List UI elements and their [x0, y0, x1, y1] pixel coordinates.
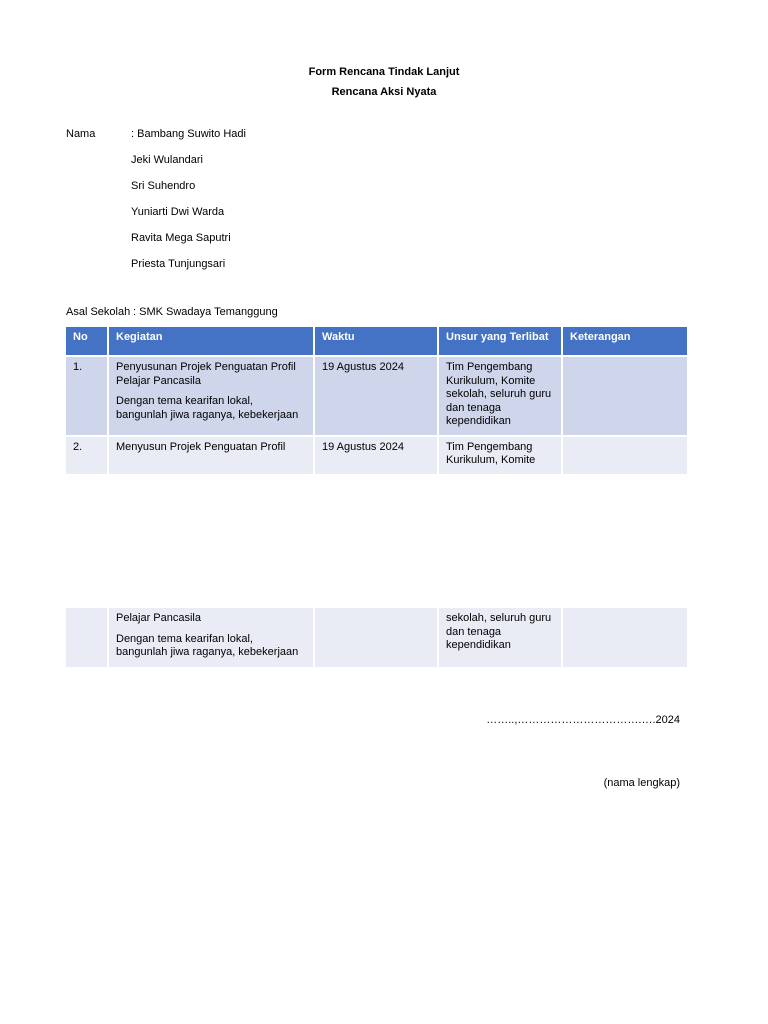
- cell-keterangan: [563, 357, 687, 437]
- col-header-no: No: [66, 327, 109, 357]
- col-header-waktu: Waktu: [315, 327, 439, 357]
- cell-waktu: [315, 608, 439, 669]
- cell-waktu: 19 Agustus 2024: [315, 357, 439, 437]
- cell-no: [66, 608, 109, 669]
- name-item: Sri Suhendro: [131, 180, 196, 192]
- col-header-kegiatan: Kegiatan: [109, 327, 315, 357]
- table-row: [66, 608, 687, 669]
- cell-kegiatan: [109, 608, 315, 669]
- cell-no: 1.: [66, 357, 109, 437]
- school-value: : SMK Swadaya Temanggung: [133, 306, 278, 318]
- name-item: Ravita Mega Saputri: [131, 232, 231, 244]
- name-item: Yuniarti Dwi Warda: [131, 206, 225, 218]
- kegiatan-line: Penyusunan Projek Penguatan Profil Pelajar Pancasila: [116, 361, 296, 387]
- cell-unsur: sekolah, seluruh guru dan tenaga kependidikan: [439, 608, 563, 669]
- school-label: Asal Sekolah: [66, 306, 131, 318]
- cell-keterangan: [563, 437, 687, 476]
- cell-no: 2.: [66, 437, 109, 476]
- action-plan-table: [66, 327, 687, 476]
- name-label: Nama: [66, 128, 96, 140]
- action-plan-table-continued: [66, 608, 687, 669]
- cell-unsur: Tim Pengembang Kurikulum, Komite sekolah, seluruh guru dan tenaga kependidikan: [439, 357, 563, 437]
- name-item: Jeki Wulandari: [131, 154, 203, 166]
- kegiatan-line: Dengan tema kearifan lokal, bangunlah jiwa raganya, kebekerjaan: [116, 632, 299, 658]
- form-subtitle: Rencana Aksi Nyata: [331, 86, 437, 98]
- cell-unsur: Tim Pengembang Kurikulum, Komite: [439, 437, 563, 476]
- kegiatan-line: Pelajar Pancasila: [116, 612, 201, 624]
- kegiatan-line: Dengan tema kearifan lokal, bangunlah jiwa raganya, kebekerjaan: [116, 395, 299, 421]
- school-line: [66, 306, 278, 318]
- cell-kegiatan: Menyusun Projek Penguatan Profil: [109, 437, 315, 476]
- table-row: [66, 357, 687, 437]
- table-row: [66, 437, 687, 476]
- name-list: [131, 128, 246, 284]
- date-line: ……..,…………………………….….2024: [486, 714, 680, 726]
- name-item: : Bambang Suwito Hadi: [131, 128, 246, 140]
- cell-keterangan: [563, 608, 687, 669]
- form-title: Form Rencana Tindak Lanjut: [308, 66, 460, 78]
- name-item: Priesta Tunjungsari: [131, 258, 226, 270]
- cell-waktu: 19 Agustus 2024: [315, 437, 439, 476]
- col-header-unsur: Unsur yang Terlibat: [439, 327, 563, 357]
- cell-kegiatan: [109, 357, 315, 437]
- signature-name: (nama lengkap): [603, 777, 680, 789]
- col-header-keterangan: Keterangan: [563, 327, 687, 357]
- table-header-row: [66, 327, 687, 357]
